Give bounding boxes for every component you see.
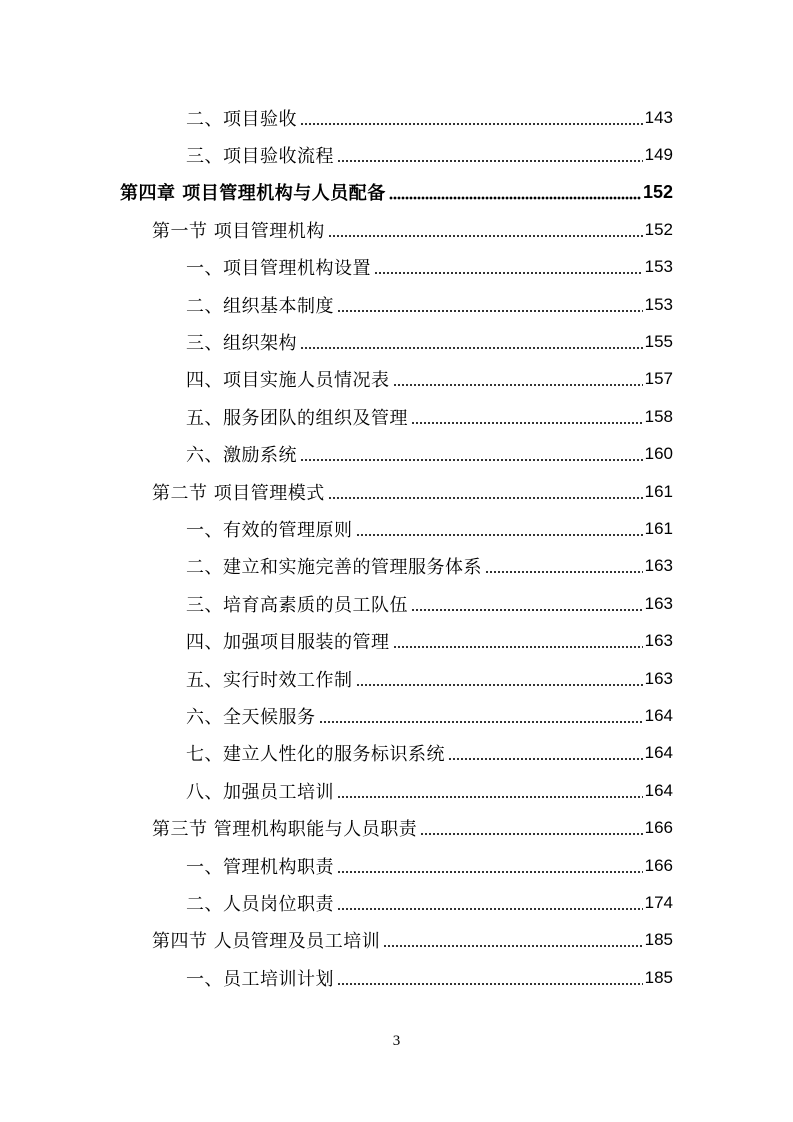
toc-entry[interactable] <box>0 772 793 809</box>
dot-leader <box>337 309 643 313</box>
toc-entry-title: 五、实行时效工作制 <box>186 669 353 691</box>
toc-entry-title: 第一节 项目管理机构 <box>152 220 325 242</box>
toc-entry-page-number: 161 <box>644 481 673 501</box>
dot-leader <box>411 421 643 425</box>
dot-leader <box>420 832 642 836</box>
toc-entry-title: 二、建立和实施完善的管理服务体系 <box>186 557 482 579</box>
toc-entry-title: 三、培育高素质的员工队伍 <box>186 594 408 616</box>
toc-entry[interactable] <box>0 211 793 248</box>
toc-entry-page-number: 152 <box>642 181 673 202</box>
toc-entry[interactable] <box>0 548 793 585</box>
toc-entry-title: 第四章 项目管理机构与人员配备 <box>120 183 386 205</box>
dot-leader <box>337 982 643 986</box>
toc-entry[interactable] <box>0 847 793 884</box>
dot-leader <box>389 196 641 200</box>
dot-leader <box>328 496 643 500</box>
dot-leader <box>328 234 643 238</box>
toc-entry[interactable] <box>0 585 793 622</box>
dot-leader <box>337 870 643 874</box>
toc-entry-title: 四、加强项目服装的管理 <box>186 632 390 654</box>
toc-entry-title: 三、项目验收流程 <box>186 146 334 168</box>
toc-entry-title: 八、加强员工培训 <box>186 781 334 803</box>
toc-entry-title: 三、组织架构 <box>186 333 297 355</box>
toc-entry[interactable] <box>0 660 793 697</box>
table-of-contents <box>0 99 793 996</box>
toc-entry-page-number: 160 <box>644 444 673 464</box>
dot-leader <box>448 757 643 761</box>
toc-entry-page-number: 153 <box>644 257 673 277</box>
toc-entry[interactable] <box>0 473 793 510</box>
toc-entry-page-number: 161 <box>644 518 673 538</box>
toc-entry-title: 六、全天候服务 <box>186 706 316 728</box>
toc-entry-title: 一、员工培训计划 <box>186 968 334 990</box>
toc-entry-page-number: 164 <box>644 705 673 725</box>
dot-leader <box>411 608 643 612</box>
toc-entry-page-number: 143 <box>644 107 673 127</box>
toc-entry[interactable] <box>0 884 793 921</box>
toc-entry-page-number: 158 <box>644 406 673 426</box>
toc-entry-title: 六、激励系统 <box>186 445 297 467</box>
toc-entry-page-number: 166 <box>644 855 673 875</box>
dot-leader <box>356 683 643 687</box>
dot-leader <box>319 720 643 724</box>
toc-entry-page-number: 163 <box>644 631 673 651</box>
toc-entry-title: 一、有效的管理原则 <box>186 519 353 541</box>
toc-entry-title: 二、人员岗位职责 <box>186 893 334 915</box>
toc-entry[interactable] <box>0 735 793 772</box>
toc-entry[interactable] <box>0 174 793 211</box>
toc-entry-page-number: 174 <box>644 892 673 912</box>
dot-leader <box>337 159 643 163</box>
dot-leader <box>300 346 643 350</box>
toc-entry-page-number: 166 <box>644 818 673 838</box>
toc-entry[interactable] <box>0 323 793 360</box>
toc-entry-title: 第三节 管理机构职能与人员职责 <box>152 819 418 841</box>
toc-entry[interactable] <box>0 510 793 547</box>
dot-leader <box>393 383 643 387</box>
toc-entry-page-number: 185 <box>644 930 673 950</box>
toc-entry-page-number: 155 <box>644 332 673 352</box>
toc-entry-page-number: 164 <box>644 780 673 800</box>
dot-leader <box>300 458 643 462</box>
toc-entry-page-number: 157 <box>644 369 673 389</box>
toc-entry[interactable] <box>0 398 793 435</box>
toc-entry-title: 二、组织基本制度 <box>186 295 334 317</box>
toc-entry[interactable] <box>0 809 793 846</box>
toc-entry-title: 二、项目验收 <box>186 108 297 130</box>
toc-entry-title: 一、项目管理机构设置 <box>186 258 371 280</box>
dot-leader <box>337 795 643 799</box>
dot-leader <box>356 533 643 537</box>
toc-entry-page-number: 152 <box>644 219 673 239</box>
dot-leader <box>383 944 642 948</box>
toc-entry[interactable] <box>0 436 793 473</box>
toc-entry-title: 四、项目实施人员情况表 <box>186 370 390 392</box>
toc-entry-title: 一、管理机构职责 <box>186 856 334 878</box>
toc-entry[interactable] <box>0 697 793 734</box>
toc-entry[interactable] <box>0 361 793 398</box>
toc-entry[interactable] <box>0 922 793 959</box>
toc-entry-title: 第二节 项目管理模式 <box>152 482 325 504</box>
toc-entry-page-number: 185 <box>644 967 673 987</box>
toc-entry-title: 五、服务团队的组织及管理 <box>186 407 408 429</box>
dot-leader <box>300 122 643 126</box>
toc-entry-page-number: 163 <box>644 556 673 576</box>
dot-leader <box>374 271 643 275</box>
toc-entry[interactable] <box>0 99 793 136</box>
dot-leader <box>337 907 643 911</box>
dot-leader <box>485 570 643 574</box>
toc-entry[interactable] <box>0 136 793 173</box>
page-number: 3 <box>392 1033 401 1049</box>
toc-entry[interactable] <box>0 959 793 996</box>
toc-entry-title: 第四节 人员管理及员工培训 <box>152 931 381 953</box>
toc-entry[interactable] <box>0 622 793 659</box>
toc-entry-title: 七、建立人性化的服务标识系统 <box>186 744 445 766</box>
toc-entry-page-number: 163 <box>644 668 673 688</box>
toc-entry[interactable] <box>0 249 793 286</box>
toc-entry[interactable] <box>0 286 793 323</box>
toc-entry-page-number: 149 <box>644 145 673 165</box>
toc-entry-page-number: 163 <box>644 593 673 613</box>
toc-entry-page-number: 164 <box>644 743 673 763</box>
toc-entry-page-number: 153 <box>644 294 673 314</box>
dot-leader <box>393 645 643 649</box>
